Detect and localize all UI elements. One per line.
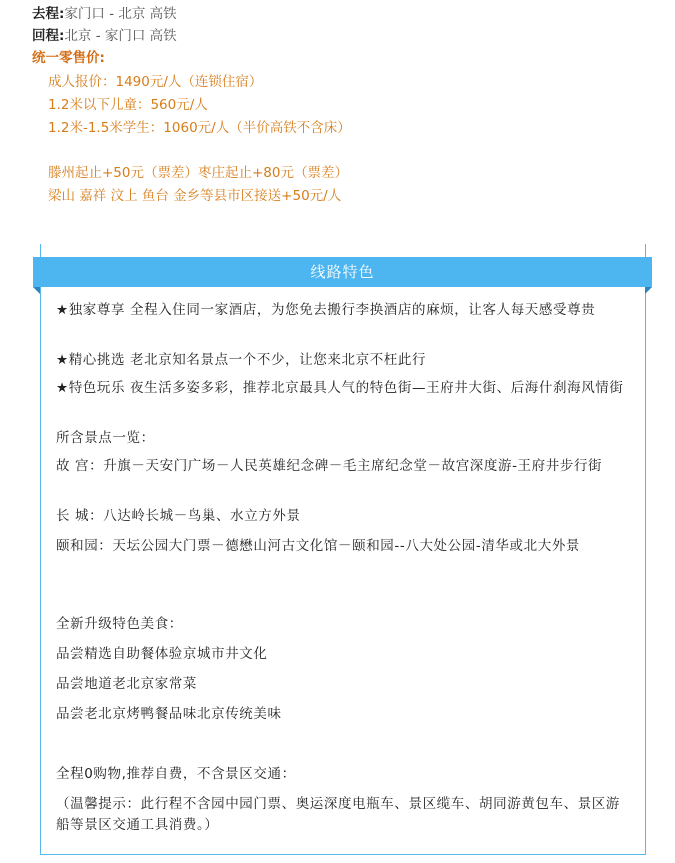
sights-heading: 所含景点一览： — [56, 430, 155, 446]
price-heading-row — [32, 47, 105, 69]
food-heading: 全新升级特色美食： — [56, 616, 183, 632]
outbound-row — [32, 3, 177, 25]
price-student: 1.2米-1.5米学生：1060元/人（半价高铁不含床） — [48, 120, 351, 136]
outbound-value: 家门口 - 北京 高铁 — [64, 6, 177, 22]
return-label: 回程: — [32, 28, 65, 44]
sight-item-summer-palace: 颐和园：天坛公园大门票－德懋山河古文化馆－颐和园--八大处公园-清华或北大外景 — [56, 538, 581, 554]
feature-item-selected: ★精心挑选 老北京知名景点一个不少，让您来北京不枉此行 — [56, 352, 427, 368]
price-label: 统一零售价: — [32, 50, 105, 66]
food-item-buffet: 品尝精选自助餐体验京城市井文化 — [56, 646, 268, 662]
outbound-label: 去程: — [32, 6, 65, 22]
surcharge-2: 梁山 嘉祥 汶上 鱼台 金乡等县市区接送+50元/人 — [48, 188, 342, 204]
food-item-duck: 品尝老北京烤鸭餐品味北京传统美味 — [56, 706, 282, 722]
sight-item-wall: 长 城：八达岭长城－鸟巢、水立方外景 — [56, 508, 301, 524]
price-child: 1.2米以下儿童：560元/人 — [48, 97, 208, 113]
sight-item-palace: 故 宫：升旗－天安门广场－人民英雄纪念碑－毛主席纪念堂－故宫深度游-王府井步行街 — [56, 458, 603, 474]
food-item-home: 品尝地道老北京家常菜 — [56, 676, 197, 692]
price-adult: 成人报价：1490元/人（连锁住宿） — [48, 74, 263, 90]
surcharge-1: 滕州起止+50元（票差）枣庄起止+80元（票差） — [48, 165, 348, 181]
feature-item-exclusive: ★独家尊享 全程入住同一家酒店，为您免去搬行李换酒店的麻烦，让客人每天感受尊贵 — [56, 302, 596, 318]
feature-item-fun: ★特色玩乐 夜生活多姿多彩，推荐北京最具人气的特色街—王府井大街、后海什刹海风情街 — [56, 380, 624, 396]
return-row — [32, 25, 177, 47]
tip-note: （温馨提示：此行程不含园中园门票、奥运深度电瓶车、景区缆车、胡同游黄包车、景区游船等景区交通工具消费。） — [56, 796, 620, 833]
section-title: 线路特色 — [33, 257, 652, 287]
shopping-note: 全程0购物,推荐自费，不含景区交通： — [56, 766, 296, 782]
return-value: 北京 - 家门口 高铁 — [64, 28, 177, 44]
